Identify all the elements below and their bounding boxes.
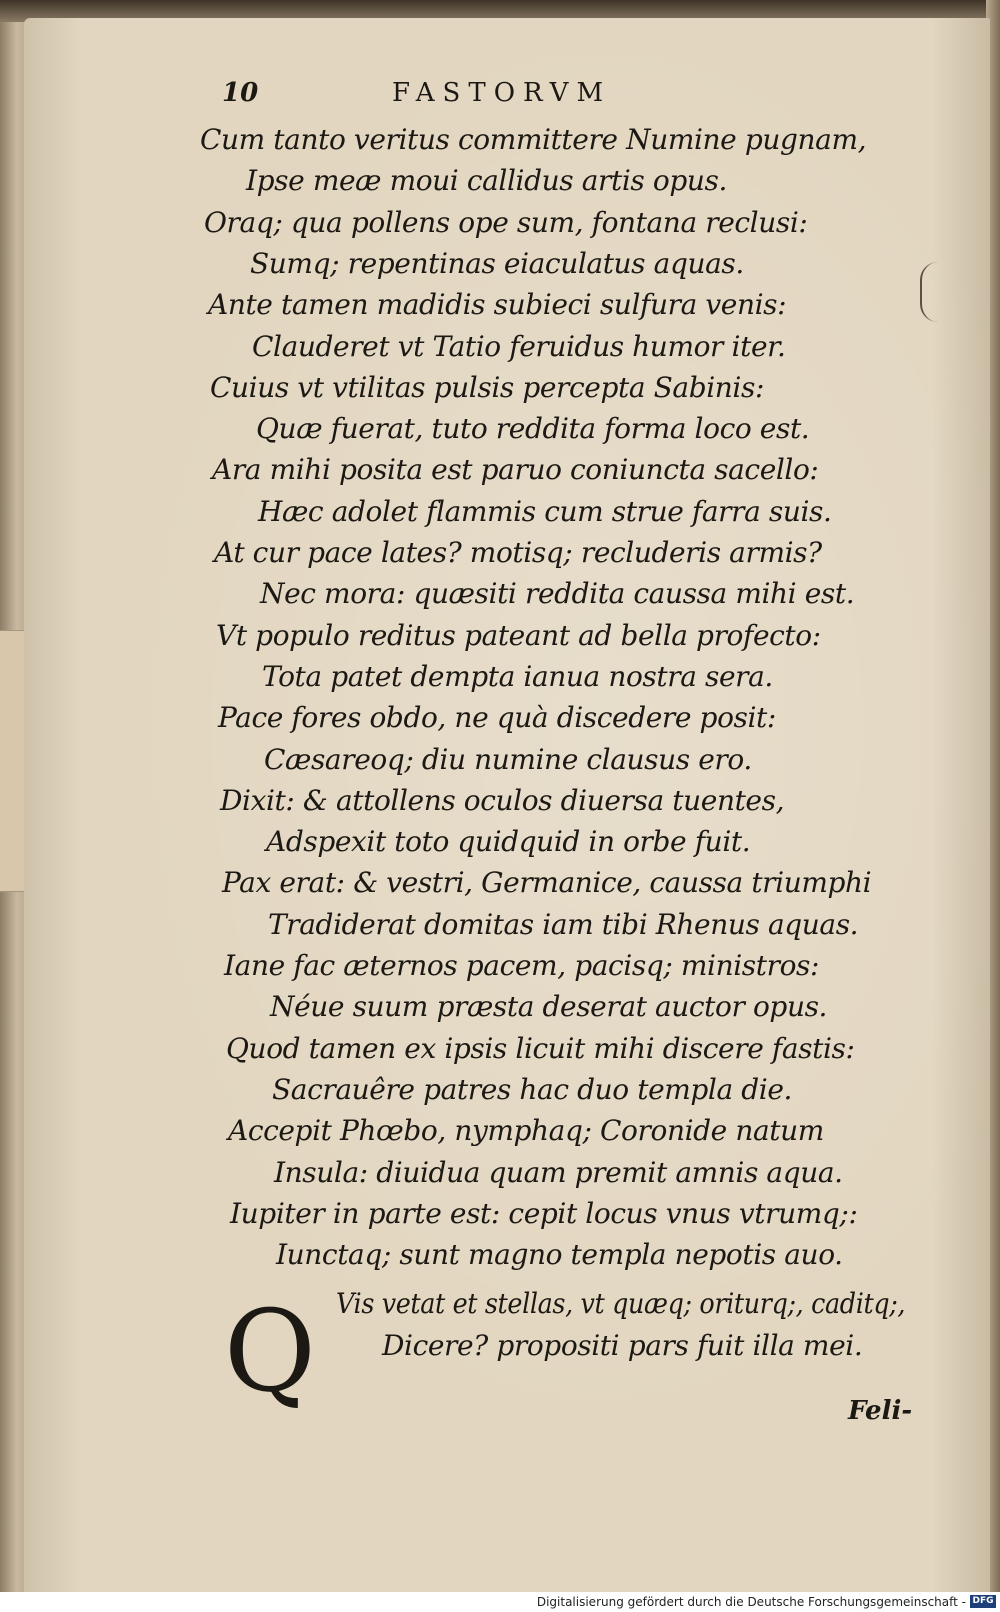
verse-line: Pax erat: & vestri, Germanice, caussa triumphi: [222, 866, 872, 900]
verse-line: Iunctaq; sunt magno templa nepotis auo.: [276, 1238, 843, 1272]
stanza-line-2: Dicere? propositi pars fuit illa mei.: [382, 1329, 863, 1362]
verse-line: Sumq; repentinas eiaculatus aquas.: [250, 246, 744, 280]
verse-line: Insula: diuidua quam premit amnis aqua.: [274, 1155, 843, 1189]
verse-line: Iupiter in parte est: cepit locus vnus vtrumq;:: [230, 1196, 858, 1230]
verse-line: Hæc adolet flammis cum strue farra suis.: [258, 494, 832, 528]
footer-bar: [0, 1592, 1000, 1612]
verse-line: Clauderet vt Tatio feruidus humor iter.: [252, 329, 786, 363]
verse-line: Quæ fuerat, tuto reddita forma loco est.: [256, 412, 810, 446]
verse-line: At cur pace lates? motisq; recluderis armis?: [214, 536, 822, 569]
verse-line: Ante tamen madidis subieci sulfura venis:: [208, 288, 787, 322]
running-title: FASTORVM: [392, 78, 612, 108]
verse-line: Dixit: & attollens oculos diuersa tuentes,: [220, 783, 785, 817]
funding-credit: Digitalisierung gefördert durch die Deutsche Forschungsgemeinschaft -: [536, 1595, 966, 1609]
verse-line: Ara mihi posita est paruo coniuncta sacello:: [212, 453, 819, 487]
verse-line: Tota patet dempta ianua nostra sera.: [262, 659, 773, 693]
dfg-logo: DFG: [970, 1595, 996, 1608]
stanza-line-1: Vis vetat et stellas, vt quæq; oriturq;, caditq;,: [336, 1287, 906, 1320]
verse-line: Adspexit toto quidquid in orbe fuit.: [266, 825, 751, 859]
verse-line: Cæsareoq; diu numine clausus ero.: [264, 742, 752, 776]
margin-mark: [920, 262, 940, 322]
verse-line: Néue suum præsta deserat auctor opus.: [270, 990, 828, 1024]
page-header: [0, 78, 1000, 118]
verse-line: Ipse meæ moui callidus artis opus.: [246, 164, 727, 198]
verse-line: Iane fac æternos pacem, pacisq; ministros:: [224, 949, 820, 982]
verse-line: Sacrauêre patres hac duo templa die.: [272, 1072, 793, 1106]
verse-line: Oraq; qua pollens ope sum, fontana reclusi:: [204, 205, 808, 239]
verse-line: Nec mora: quæsiti reddita caussa mihi est.: [260, 577, 855, 611]
verse-line: Pace fores obdo, ne quà discedere posit:: [218, 701, 776, 735]
verse-line: Cuius vt vtilitas pulsis percepta Sabinis:: [210, 370, 764, 404]
page-number: 10: [222, 78, 259, 108]
catchword: Feli-: [848, 1396, 913, 1426]
verse-line: Tradiderat domitas iam tibi Rhenus aquas.: [268, 907, 859, 941]
verse-line: Cum tanto veritus committere Numine pugnam,: [200, 123, 867, 156]
verse-line: Vt populo reditus pateant ad bella profecto:: [216, 618, 821, 652]
drop-cap: Q: [224, 1287, 316, 1417]
verse-line: Accepit Phœbo, nymphaq; Coronide natum: [228, 1114, 824, 1148]
verse-line: Quod tamen ex ipsis licuit mihi discere fastis:: [226, 1031, 855, 1065]
